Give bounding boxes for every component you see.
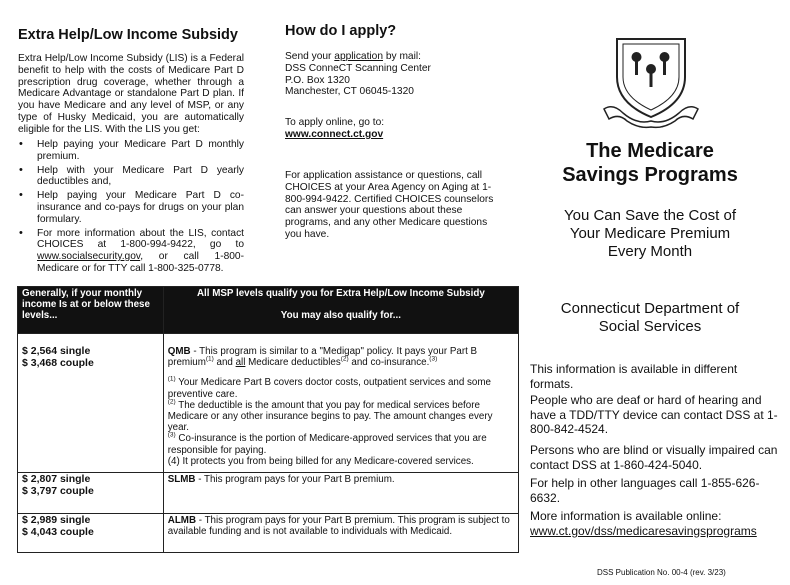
list-item: • Help paying your Medicare Part D monthly premium. (18, 139, 244, 163)
table-row (18, 514, 519, 553)
more-info-note: More information is available online: www.ct.gov/dss/medicaresavingsprograms (530, 509, 780, 538)
slmb-description-cell: SLMB - This program pays for your Part B premium. (163, 473, 518, 514)
address-line: P.O. Box 1320 (285, 74, 350, 86)
address-line: Manchester, CT 06045-1320 (285, 86, 414, 98)
list-item: • Help paying your Medicare Part D co-insurance and co-pays for drugs on your plan formulary. (18, 190, 244, 225)
almb-income-cell: $ 2,989 single $ 4,043 couple (18, 514, 164, 553)
footnote: (4) It protects you from being billed for any Medicare-covered services. (167, 455, 474, 467)
connect-link[interactable]: www.connect.ct.gov (285, 129, 384, 140)
state-seal (601, 33, 701, 129)
program-column-header: All MSP levels qualify you for Extra Help/Low Income Subsidy You may also qualify for... (163, 287, 518, 334)
lis-benefits-list (18, 139, 244, 277)
msp-website-link[interactable]: www.ct.gov/dss/medicaresavingsprograms (530, 523, 757, 538)
blind-note: Persons who are blind or visually impaired can contact DSS at 1-860-424-5040. (530, 443, 778, 472)
almb-description-cell: ALMB - This program pays for your Part B premium. This program is subject to available funding and is not available to individuals with Medicaid. (163, 514, 518, 553)
table-row (18, 334, 519, 473)
socialsecurity-link[interactable]: www.socialsecurity.gov (37, 251, 141, 263)
lis-intro: Extra Help/Low Income Subsidy (LIS) is a Federal benefit to help with the costs of Medicare Part D prescription drug coverage, whether through a Medicare Advantage or standalone Part D plan. If you have Medicare and any level of MSP, or any type of Husky Medicaid, you are automatically eligible for the LIS. With the LIS you get: (18, 53, 244, 135)
publication-number: DSS Publication No. 00-4 (rev. 3/23) (597, 568, 726, 577)
table-header-row (18, 287, 519, 334)
address-line: DSS ConneCT Scanning Center (285, 62, 431, 74)
income-column-header: Generally, if your monthly income Is at or below these levels... (18, 287, 164, 334)
msp-income-table (17, 286, 519, 553)
department-name: Connecticut Department of Social Services (560, 300, 740, 335)
list-item: • Help with your Medicare Part D yearly deductibles and, (18, 165, 244, 189)
deaf-note: People who are deaf or hard of hearing and have a TDD/TTY device can contact DSS at 1-800-842-4524. (530, 393, 778, 436)
qmb-income-cell: $ 2,564 single $ 3,468 couple (18, 334, 164, 473)
list-item: • For more information about the LIS, contact CHOICES at 1-800-994-9422, go to www.socialsecurity.gov, or call 1-800-Medicare or for TTY call 1-800-325-0778. (18, 228, 244, 275)
footnote: $^{(1)}$ Your Medicare Part B covers doctor costs, outpatient services and some preventive care. (167, 376, 491, 400)
apply-online-label: To apply online, go to: (285, 117, 385, 128)
footnote: $^{(2)}$ The deductible is the amount that you pay for medical services before Medicare or any other insurance begins to pay. The amount changes every year. (167, 398, 493, 434)
assistance-text: For application assistance or questions, call CHOICES at your Area Agency on Aging at 1-800-994-9422. Certified CHOICES counselors can answer your questions about these programs, and any other Medicare questions you have. (285, 170, 494, 240)
application-link[interactable]: application (334, 51, 384, 62)
cover-subtitle: You Can Save the Cost of Your Medicare Premium Every Month (563, 207, 737, 260)
table-row (18, 473, 519, 514)
qmb-description-cell: QMB - This program is similar to a "Medigap" policy. It pays your Part B premium$^{(1)}$ and all Medicare deductibles$^{(2)}$ and co-insurance.$^{(3)}$ $^{(1)}$ Your Medicare Part B covers doctor costs, outpatient services and some preventive care. $^{(2)}$ The deductible is the amount that you pay for medical services before Medicare or any other insurance begins to pay. The amount changes every year. $^{(3)}$ Co-insurance is the portion of Medicare-approved services that you are responsible for paying. (4) It protects you from being billed for any Medicare-covered services. (163, 334, 518, 473)
slmb-income-cell: $ 2,807 single $ 3,797 couple (18, 473, 164, 514)
cover-title: The Medicare Savings Programs (562, 140, 738, 186)
languages-note: For help in other languages call 1-855-626-6632. (530, 476, 760, 505)
state-seal-icon (601, 33, 701, 129)
footnote: $^{(3)}$ Co-insurance is the portion of Medicare-approved services that you are responsible for paying. (167, 432, 487, 456)
apply-heading: How do I apply? (285, 23, 397, 39)
formats-note: This information is available in different formats. (530, 362, 738, 391)
apply-mail: Send your application by mail: DSS ConneCT Scanning Center P.O. Box 1320 Manchester, CT 06045-1320 (285, 51, 431, 98)
lis-heading: Extra Help/Low Income Subsidy (18, 27, 238, 43)
